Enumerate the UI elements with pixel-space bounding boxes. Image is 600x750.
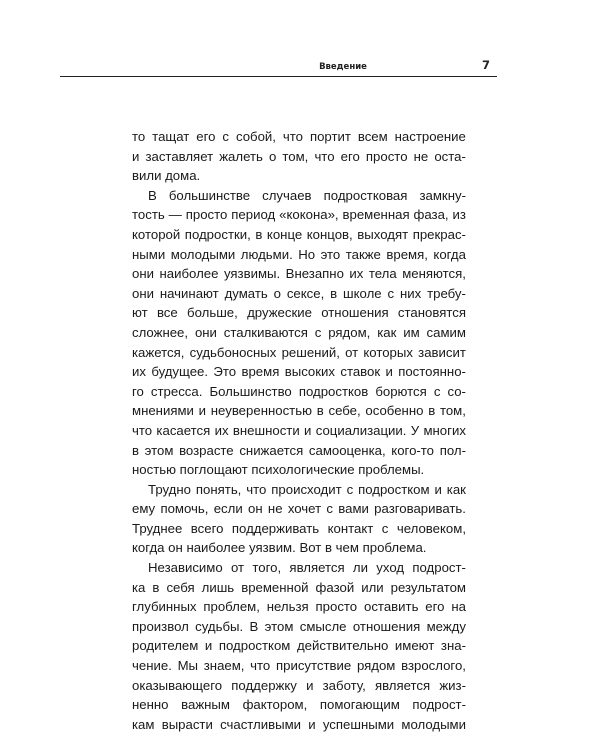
text-line: мнениями и неуверенностью в себе, особенно в том, (132, 403, 466, 419)
text-line: и заставляет жалеть о том, что его просто не оста- (132, 148, 466, 164)
text-line: ему помочь, если он не хочет с вами разговаривать. (132, 501, 466, 517)
paragraph (132, 480, 466, 558)
text-line: их будущее. Это время высоких ставок и постоянно- (132, 364, 466, 380)
paragraph (132, 186, 466, 480)
text-line: что касается их внешности и социализации. У многих (132, 422, 466, 438)
paragraph (132, 127, 466, 186)
running-head (60, 60, 497, 76)
text-line: глубинных проблем, нельзя просто оставить его на (132, 599, 466, 615)
paragraph (132, 558, 466, 734)
text-line: которой подростки, в конце концов, выходят прекрас- (132, 226, 466, 242)
text-line: ными молодыми людьми. Но это также время, когда (132, 246, 466, 262)
text-line: кажется, судьбоносных решений, от которых зависит (132, 344, 466, 360)
text-line: ка в себя лишь временной фазой или результатом (132, 579, 466, 595)
text-line: они начинают думать о сексе, в школе с них требу- (132, 285, 466, 301)
text-line: родителем и подростком действительно имеют зна- (132, 638, 466, 654)
body-text (132, 127, 466, 734)
page-number: 7 (481, 58, 490, 72)
text-line: тость — просто период «кокона», временная фаза, из (132, 207, 466, 223)
header-rule (60, 76, 497, 77)
text-line: оказывающего поддержку и заботу, является жиз- (132, 677, 466, 693)
text-line: сложнее, они сталкиваются с рядом, как им самим (132, 324, 466, 340)
text-line: произвол судьбы. В этом смысле отношения между (132, 618, 466, 634)
text-line: ностью поглощают психологические проблемы. (132, 462, 425, 478)
text-line: когда он наиболее уязвим. Вот в чем проблема. (132, 540, 427, 556)
text-line: Труднее всего поддерживать контакт с человеком, (132, 520, 466, 536)
text-line: Независимо от того, является ли уход подрост- (148, 560, 466, 576)
text-line: ненно важным фактором, помогающим подрост- (132, 697, 466, 713)
text-line: вили дома. (132, 168, 201, 184)
text-line: то тащат его с собой, что портит всем настроение (132, 129, 466, 144)
text-line: В большинстве случаев подростковая замкну- (148, 187, 466, 203)
text-line: Трудно понять, что происходит с подростком и как (148, 481, 466, 497)
text-line: в этом возрасте снижается самооценка, кого-то пол- (132, 442, 466, 458)
text-line: ют все больше, дружеские отношения становятся (132, 305, 466, 321)
text-line: они наиболее уязвимы. Внезапно их тела меняются, (132, 266, 466, 282)
text-line: чение. Мы знаем, что присутствие рядом взрослого, (132, 658, 466, 674)
section-title: Введение (319, 62, 367, 72)
text-line: кам вырасти счастливыми и успешными молодыми (132, 716, 466, 732)
text-line: го стресса. Большинство подростков борются с со- (132, 383, 466, 399)
